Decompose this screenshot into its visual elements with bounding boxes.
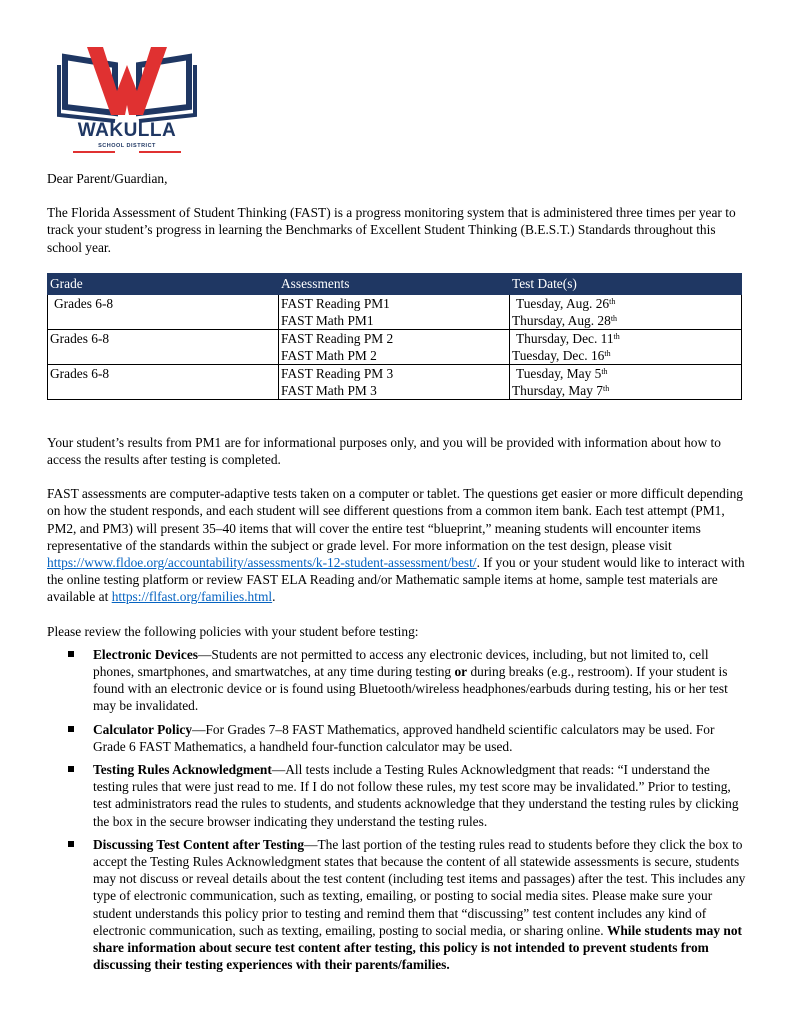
- date-text: Tuesday, Aug. 26: [516, 295, 610, 311]
- policy-bold-statement: While students may not share information about secure test content after testing, this policy is not intended to prevent students from discussing their testing experiences with their parents/families.: [93, 922, 742, 973]
- cat-text-1: FAST assessments are computer-adaptive tests taken on a computer or tablet. The questions get easier or more difficult depending on how the student responds, and each student will see different questions from a common item bank. Each test attempt (PM1, PM2, and PM3) will present 35–40 items that will cover the entire test “blueprint,” meaning students will encounter items representative of the standards within the subject or grade level. For more information on the test design, please visit: [47, 486, 743, 553]
- date-math: [512, 382, 739, 399]
- date-suffix: th: [613, 331, 620, 341]
- table-row: [48, 329, 742, 364]
- dates-cell: [510, 294, 742, 329]
- grade-cell: Grades 6-8: [48, 364, 279, 399]
- table-row: [48, 294, 742, 329]
- logo-rule-right: [139, 151, 181, 153]
- header-grade: Grade: [48, 273, 279, 294]
- list-item: [47, 721, 747, 755]
- date-math: [512, 312, 739, 329]
- cat-text-3: .: [272, 589, 276, 605]
- list-item: [47, 761, 747, 830]
- fldoe-best-link[interactable]: https://www.fldoe.org/accountability/assessments/k-12-student-assessment/best/: [47, 555, 477, 571]
- date-suffix: th: [601, 366, 608, 376]
- test-schedule-table: [47, 273, 742, 400]
- date-text: Thursday, Dec. 11: [516, 330, 614, 346]
- dates-cell: [510, 329, 742, 364]
- grade-cell: Grades 6-8: [48, 329, 279, 364]
- table-header-row: [48, 273, 742, 294]
- square-bullet-icon: [68, 726, 74, 732]
- grade-text: Grades 6-8: [54, 295, 114, 311]
- district-wordmark: WAKULLA: [77, 120, 177, 141]
- date-math: [512, 347, 739, 364]
- cat-text-2: . If you or your student would like to interact with the online testing platform or review FAST ELA Reading and/or Mathematic sample items at home, sample test materials are available at: [47, 555, 745, 605]
- policy-text: —All tests include a Testing Rules Acknowledgment that reads: “I understand the testing rules that were just read to me. If I do not follow these rules, my test score may be invalidated.” Prior to testing, test administrators read the rules to students, and students acknowledge that they understand the testing rules by clicking the box in the secure browser indicating they understand the testing rules.: [93, 762, 739, 829]
- intro-paragraph: The Florida Assessment of Student Thinking (FAST) is a progress monitoring system that is administered three times per year to track your student’s progress in learning the Benchmarks of Excellent Student Thinking (B.E.S.T.) Standards throughout this school year.: [47, 205, 736, 255]
- square-bullet-icon: [68, 841, 74, 847]
- policy-text: —For Grades 7–8 FAST Mathematics, approved handheld scientific calculators may be used. For Grade 6 FAST Mathematics, a handheld four-function calculator may be used.: [93, 721, 715, 754]
- date-text: Thursday, Aug. 28: [512, 312, 611, 328]
- dates-cell: [510, 364, 742, 399]
- policy-text: —The last portion of the testing rules read to students before they click the box to accept the Testing Rules Acknowledgment states that because the content of all statewide assessments is secure, students may not discuss or reveal details about the test content (including test items and passages) after the test. This includes any type of electronic communication, such as texting, emailing, or posting to social media sites. Please make sure your student understands this policy prior to testing and remind them that “discussing” test content includes any kind of electronic communication, such as texting, emailing, posting to social media, or sharing online.: [93, 836, 746, 938]
- policy-bold-or: or: [454, 664, 468, 680]
- table-row: [48, 364, 742, 399]
- policy-title: Electronic Devices: [93, 646, 198, 662]
- assessment-reading: FAST Reading PM1: [281, 295, 390, 311]
- letter-body: [47, 170, 747, 980]
- assessment-math: FAST Math PM 2: [281, 347, 377, 363]
- policy-text: during breaks (e.g., restroom). If your student is found with an electronic device or is found using Bluetooth/wireless headphones/earbuds during testing, his or her test may be invalidated.: [93, 664, 728, 714]
- assessments-cell: [279, 329, 510, 364]
- flfast-families-link[interactable]: https://flfast.org/families.html: [111, 589, 273, 605]
- policy-title: Testing Rules Acknowledgment: [93, 762, 272, 778]
- salutation: Dear Parent/Guardian,: [47, 171, 168, 186]
- date-reading: [512, 295, 739, 312]
- policy-title: Discussing Test Content after Testing: [93, 836, 305, 852]
- date-reading: [512, 330, 739, 347]
- list-item: [47, 646, 747, 715]
- square-bullet-icon: [68, 651, 74, 657]
- assessment-math: FAST Math PM1: [281, 312, 374, 328]
- date-text: Tuesday, May 5: [516, 365, 602, 381]
- list-item: [47, 836, 747, 974]
- header-assessments: Assessments: [279, 273, 510, 294]
- date-text: Thursday, May 7: [512, 382, 603, 398]
- district-subtitle: SCHOOL DISTRICT: [98, 143, 156, 149]
- policies-list: [47, 646, 747, 974]
- date-suffix: th: [609, 296, 616, 306]
- date-suffix: th: [604, 348, 611, 358]
- cat-paragraph: [47, 485, 747, 605]
- policies-intro: Please review the following policies with your student before testing:: [47, 623, 419, 639]
- date-text: Tuesday, Dec. 16: [512, 347, 605, 363]
- policy-title: Calculator Policy: [93, 721, 193, 737]
- book-w-emblem-icon: [57, 43, 197, 123]
- assessments-cell: [279, 364, 510, 399]
- wakulla-district-logo: [57, 43, 197, 155]
- date-suffix: th: [603, 383, 610, 393]
- assessment-reading: FAST Reading PM 3: [281, 365, 394, 381]
- date-suffix: th: [610, 313, 618, 323]
- assessment-math: FAST Math PM 3: [281, 382, 377, 398]
- policy-text: —Students are not permitted to access any electronic devices, including, but not limited to, cell phones, smartphones, and smartwatches, at any time during testing: [93, 646, 709, 680]
- assessment-reading: FAST Reading PM 2: [281, 330, 394, 346]
- assessments-cell: [279, 294, 510, 329]
- date-reading: [512, 365, 739, 382]
- header-test-dates: Test Date(s): [510, 273, 742, 294]
- grade-cell: [48, 294, 279, 329]
- logo-rule-left: [73, 151, 115, 153]
- results-note-paragraph: Your student’s results from PM1 are for informational purposes only, and you will be provided with information about how to access the results after testing is completed.: [47, 434, 721, 468]
- square-bullet-icon: [68, 766, 74, 772]
